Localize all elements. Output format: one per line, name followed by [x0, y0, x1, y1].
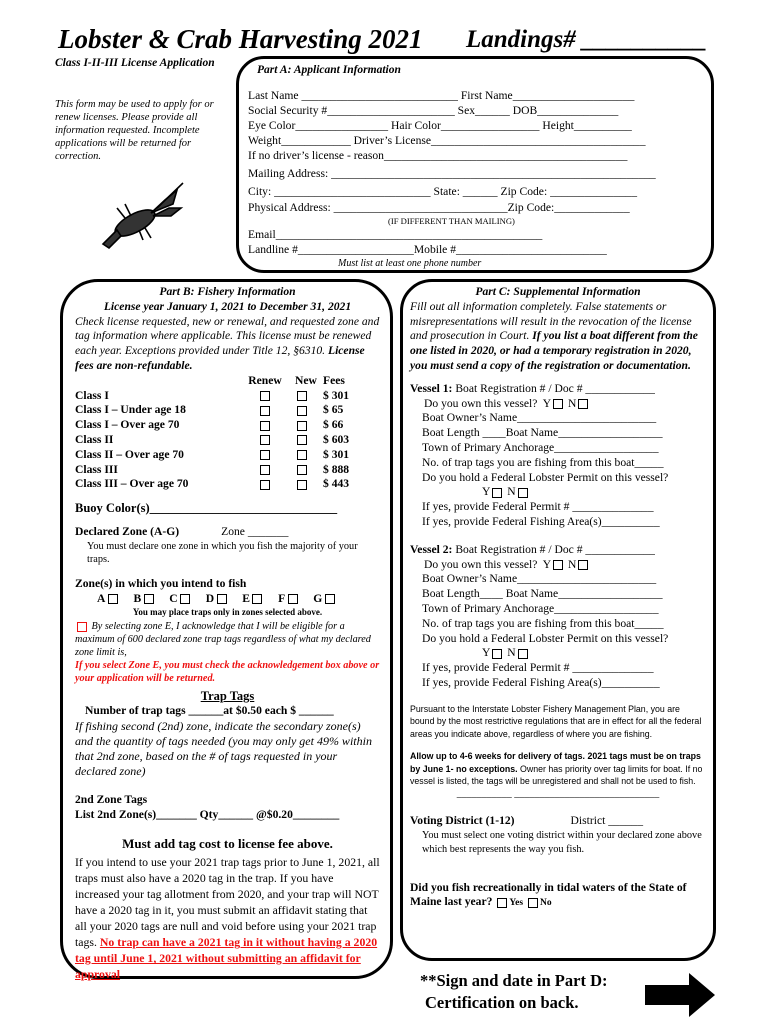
- vessel-1-traps[interactable]: No. of trap tags you are fishing from this boat_____: [422, 455, 664, 469]
- vessel-2-permit[interactable]: If yes, provide Federal Permit # ______________: [422, 661, 654, 675]
- vessel-1-registration[interactable]: Vessel 1: Boat Registration # / Doc # ____________: [410, 381, 655, 395]
- fed-yes-checkbox[interactable]: [492, 488, 502, 498]
- declared-note: You must declare one zone in which you fish the majority of your traps.: [87, 540, 358, 566]
- landings-number-field[interactable]: Landings# __________: [466, 26, 708, 53]
- table-row: Class III – Over age 70 $ 443: [75, 477, 350, 491]
- renew-checkbox[interactable]: [260, 450, 270, 460]
- vessel-1-length[interactable]: Boat Length ____Boat Name__________________: [422, 426, 663, 440]
- vessel-2-traps[interactable]: No. of trap tags you are fishing from this boat_____: [422, 616, 664, 630]
- vessel-1-fed-yn: Y N: [482, 485, 706, 500]
- zone-e-checkbox[interactable]: [252, 594, 262, 604]
- rec-no-checkbox[interactable]: [528, 898, 538, 908]
- vessel-2-own: Do you own this vessel? Y N: [424, 558, 706, 573]
- vessel-1-own: Do you own this vessel? Y N: [424, 397, 706, 412]
- new-checkbox[interactable]: [297, 450, 307, 460]
- zone-e-ack-checkbox[interactable]: [77, 622, 87, 632]
- trap-tags-field[interactable]: Number of trap tags ______at $0.50 each $ ______: [85, 704, 334, 718]
- vessel-1-fed: Do you hold a Federal Lobster Permit on this vessel?: [422, 470, 669, 484]
- ssn-field[interactable]: Social Security #______________________ Sex______ DOB______________: [248, 104, 619, 117]
- rec-yes-checkbox[interactable]: [497, 898, 507, 908]
- col-new: New: [295, 373, 317, 387]
- zone-c-checkbox[interactable]: [180, 594, 190, 604]
- vessel-2-fed: Do you hold a Federal Lobster Permit on this vessel?: [422, 631, 669, 645]
- different-note: (IF DIFFERENT THAN MAILING): [388, 216, 515, 226]
- new-checkbox[interactable]: [297, 435, 307, 445]
- pursuant-note: Pursuant to the Interstate Lobster Fishery Management Plan, you are bound by the most restrictive regulations that are in effect for all the federal areas you indicate above, regardless of where you are fishing.: [410, 703, 702, 739]
- zone-e-ack: By selecting zone E, I acknowledge that I will be eligible for a maximum of 600 declared zone trap tags regardless of what my declared zone limit is,: [75, 621, 371, 659]
- form-title: Lobster & Crab Harvesting 2021: [58, 24, 423, 54]
- district-field[interactable]: District ______: [570, 813, 644, 827]
- tag-text: If you intend to use your 2021 trap tags prior to June 1, 2021, all traps must also have a 2020 tag in the trap. If you have increased your tag allotment from 2020, and your trap will NOT have a 2020 tag in it, you must submit an affidavit stating that all your 2020 tags are null and void before using your 2021 trap tags. No trap can have a 2021 tag in it without having a 2020 tag until June 1, 2021 without submitting an affidavit for approval.: [75, 855, 380, 982]
- table-row: Class II $ 603: [75, 432, 350, 446]
- vessel-1: [410, 382, 706, 530]
- zone-b-checkbox[interactable]: [144, 594, 154, 604]
- second-zone-note: If fishing second (2nd) zone, indicate the secondary zone(s) and the quantity of tags needed (you may only get 49% within that 2nd zone, based on the # of tags requested in your declared zone): [75, 718, 372, 778]
- zone2-field[interactable]: List 2nd Zone(s)_______ Qty______ @$0.20________: [75, 807, 340, 821]
- own-yes-checkbox[interactable]: [553, 399, 563, 409]
- license-year: License year January 1, 2021 to December 31, 2021: [103, 299, 352, 313]
- weight-license-field[interactable]: Weight____________ Driver’s License_____________________________________: [248, 134, 646, 147]
- trap-tags-title: Trap Tags: [200, 689, 255, 704]
- zones-note: You may place traps only in zones selected above.: [132, 607, 323, 618]
- vessel-1-owner[interactable]: Boat Owner’s Name________________________: [422, 411, 657, 425]
- vessel-2-length[interactable]: Boat Length____ Boat Name__________________: [422, 587, 663, 601]
- vessel-2-owner[interactable]: Boat Owner’s Name________________________: [422, 572, 657, 586]
- vessel-1-town[interactable]: Town of Primary Anchorage__________________: [422, 440, 659, 454]
- fed-no-checkbox[interactable]: [518, 649, 528, 659]
- table-row: Class I – Under age 18 $ 65: [75, 403, 344, 417]
- voting-row: Voting District (1-12) District ______: [410, 813, 644, 827]
- renew-checkbox[interactable]: [260, 480, 270, 490]
- declared-zone-field[interactable]: Zone _______: [221, 524, 289, 538]
- fed-yes-checkbox[interactable]: [492, 649, 502, 659]
- zone-g-checkbox[interactable]: [325, 594, 335, 604]
- own-no-checkbox[interactable]: [578, 560, 588, 570]
- vessel-2-area[interactable]: If yes, provide Federal Fishing Area(s)__________: [422, 675, 660, 689]
- part-b-content: [75, 285, 380, 982]
- renew-checkbox[interactable]: [260, 391, 270, 401]
- arrow-right-icon: [645, 973, 717, 1017]
- zone-f-checkbox[interactable]: [288, 594, 298, 604]
- sign-note: **Sign and date in Part D:: [420, 971, 608, 990]
- buoy-color-field[interactable]: Buoy Color(s)______________________________: [75, 501, 338, 516]
- phone-field[interactable]: Landline #____________________Mobile #__________________________: [248, 243, 607, 256]
- new-checkbox[interactable]: [297, 421, 307, 431]
- part-b-title: Part B: Fishery Information: [159, 285, 296, 298]
- vessel-1-area[interactable]: If yes, provide Federal Fishing Area(s)__________: [422, 514, 660, 528]
- form-subtitle: Class I-II-III License Application: [55, 57, 215, 69]
- name-field[interactable]: Last Name ___________________________ First Name_____________________: [248, 89, 635, 102]
- part-b-desc: Check license requested, new or renewal, and requested zone and tag information where applicable. This license must be renewed each year. Exceptions provided under Title 12, §6310. License fees are non-refundable.: [75, 314, 380, 372]
- part-c-title: Part C: Supplemental Information: [475, 285, 641, 298]
- vessel-1-permit[interactable]: If yes, provide Federal Permit # ______________: [422, 500, 654, 514]
- zone2-title: 2nd Zone Tags: [75, 792, 148, 806]
- intro-text: This form may be used to apply for or renew licenses. Please provide all information requested. Incomplete applications will be returned for correction.: [55, 99, 214, 162]
- license-class-table: [75, 374, 375, 492]
- email-field[interactable]: Email______________________________________________: [248, 228, 543, 241]
- vessel-2-registration[interactable]: Vessel 2: Boat Registration # / Doc # ____________: [410, 542, 655, 556]
- col-renew: Renew: [248, 373, 282, 387]
- signature-line[interactable]: ___________ _____________________________: [456, 787, 660, 799]
- zone-a-checkbox[interactable]: [108, 594, 118, 604]
- delivery-note: Allow up to 4-6 weeks for delivery of tags. 2021 tags must be on traps by June 1- no exceptions. Owner has priority over tag limits for boat. If no vessel is listed, the tags will be unregistered and shall not be used to fish.: [410, 751, 703, 787]
- part-c-intro: Fill out all information completely. False statements or misrepresentations will result in the revocation of the license and prosecution in Court. If you list a boat different from the one listed in 2020, or had a temporary registration in 2020, you must send a copy of the registration or documentation.: [410, 299, 698, 372]
- must-add-note: Must add tag cost to license fee above.: [122, 835, 333, 851]
- physical-address-field[interactable]: Physical Address: ______________________________Zip Code:_____________: [248, 201, 630, 214]
- table-row: Class I – Over age 70 $ 66: [75, 418, 344, 432]
- city-state-zip-field[interactable]: City: ___________________________ State: ______ Zip Code: _______________: [248, 185, 638, 198]
- vessel-2-fed-yn: Y N: [482, 646, 706, 661]
- zones-title: Zone(s) in which you intend to fish: [75, 576, 247, 590]
- certification-note: Certification on back.: [425, 993, 579, 1012]
- no-license-reason-field[interactable]: If no driver’s license - reason__________________________________________: [248, 149, 628, 162]
- vessel-2-town[interactable]: Town of Primary Anchorage__________________: [422, 601, 659, 615]
- new-checkbox[interactable]: [297, 465, 307, 475]
- own-no-checkbox[interactable]: [578, 399, 588, 409]
- part-c-content: [410, 285, 706, 911]
- zone-checkboxes: A B C D E F G: [97, 592, 380, 607]
- new-checkbox[interactable]: [297, 406, 307, 416]
- voting-note: You must select one voting district within your declared zone above which best represents the way you fish.: [422, 829, 702, 855]
- renew-checkbox[interactable]: [260, 421, 270, 431]
- zone-d-checkbox[interactable]: [217, 594, 227, 604]
- new-checkbox[interactable]: [297, 391, 307, 401]
- fed-no-checkbox[interactable]: [518, 488, 528, 498]
- recreational-question: Did you fish recreationally in tidal waters of the State of Maine last year? Yes No: [410, 880, 687, 909]
- col-fees: Fees: [323, 373, 345, 387]
- renew-checkbox[interactable]: [260, 465, 270, 475]
- new-checkbox[interactable]: [297, 480, 307, 490]
- table-row: Class I $ 301: [75, 388, 350, 402]
- part-a-title: Part A: Applicant Information: [257, 64, 401, 76]
- part-a-fields: [248, 88, 656, 270]
- renew-checkbox[interactable]: [260, 406, 270, 416]
- zone-e-warning: If you select Zone E, you must check the acknowledgement box above or your application will be returned.: [75, 660, 380, 685]
- vessel-2: [410, 543, 706, 691]
- mailing-address-field[interactable]: Mailing Address: ________________________________________________________: [248, 167, 656, 180]
- declared-zone-row: Declared Zone (A-G) Zone _______: [75, 524, 289, 538]
- own-yes-checkbox[interactable]: [553, 560, 563, 570]
- table-row: Class II – Over age 70 $ 301: [75, 447, 350, 461]
- table-row: Class III $ 888: [75, 462, 350, 476]
- lobster-illustration: [95, 178, 185, 258]
- eye-hair-height-field[interactable]: Eye Color________________ Hair Color_________________ Height__________: [248, 119, 632, 132]
- phone-note: Must list at least one phone number: [338, 258, 482, 269]
- renew-checkbox[interactable]: [260, 435, 270, 445]
